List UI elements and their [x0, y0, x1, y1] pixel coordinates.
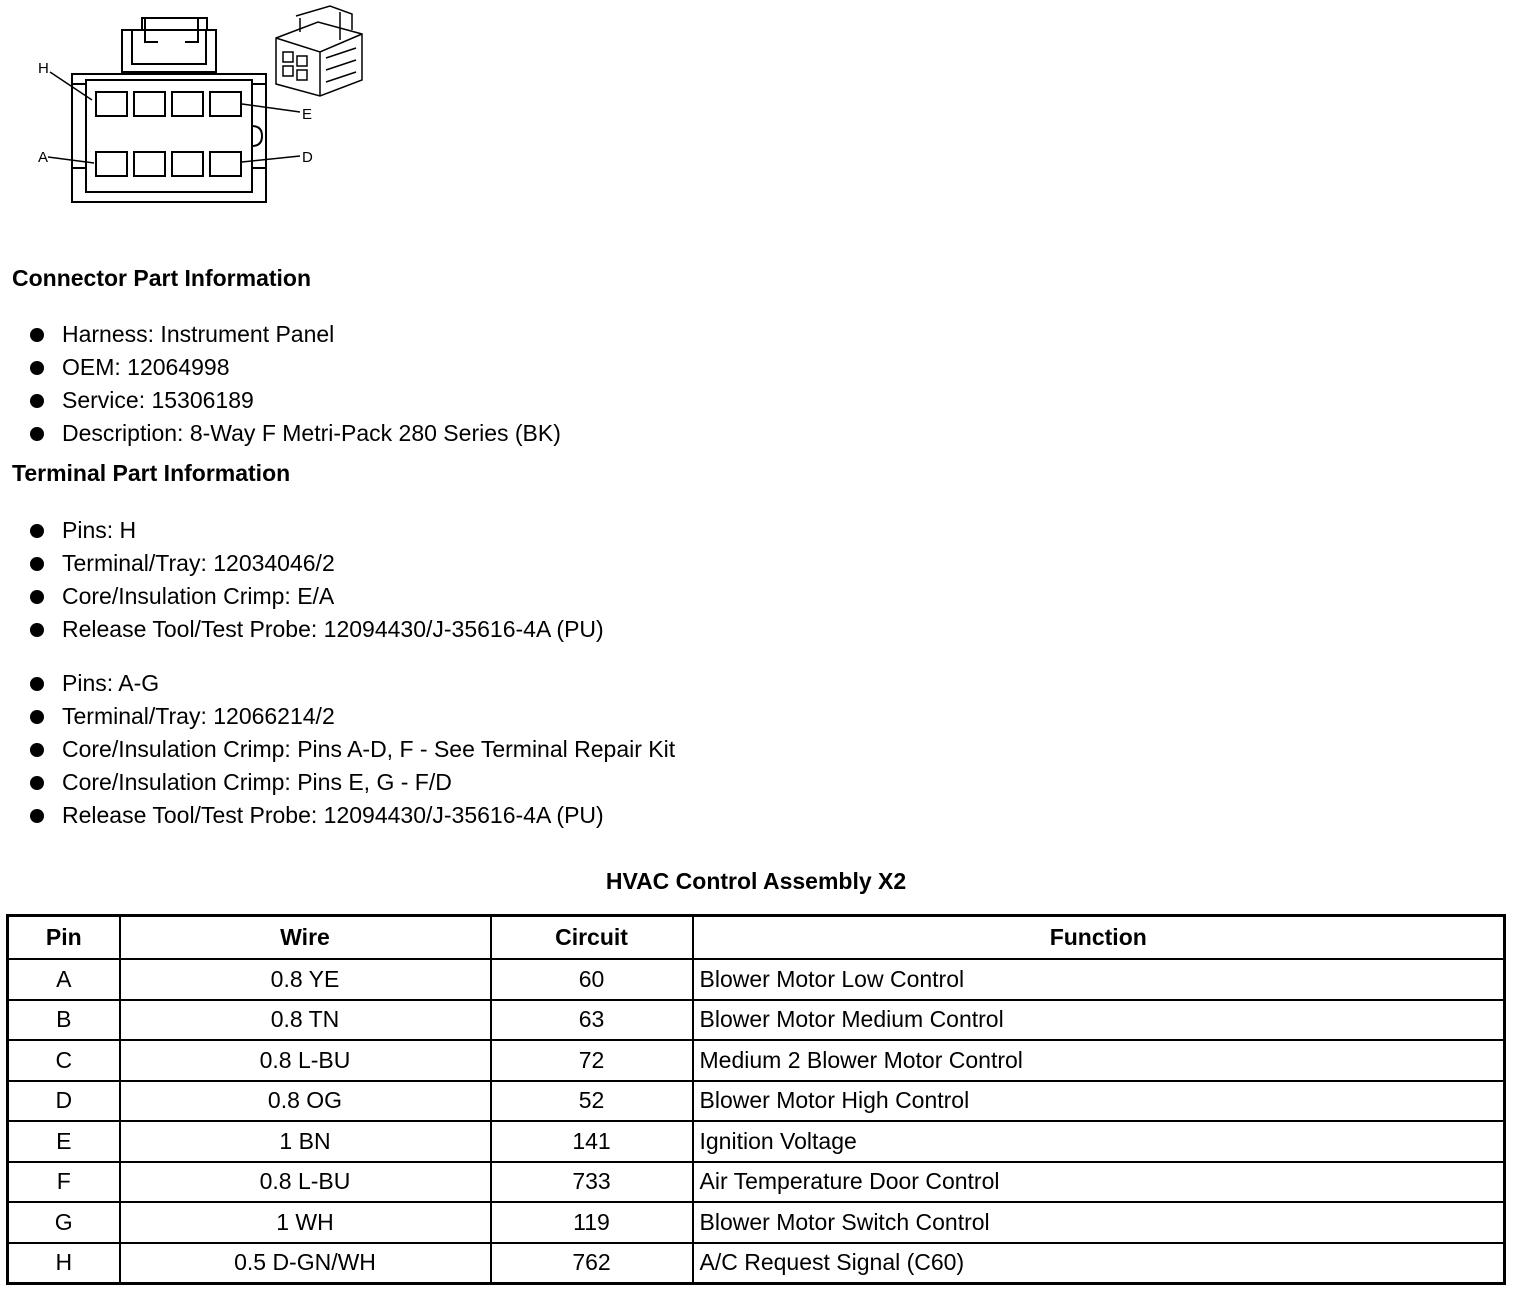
cell-wire: 1 WH — [120, 1202, 491, 1243]
header-circuit: Circuit — [491, 916, 693, 960]
table-row — [8, 959, 1505, 1000]
cell-pin: H — [8, 1243, 120, 1284]
cell-pin: B — [8, 1000, 120, 1041]
cell-pin: A — [8, 959, 120, 1000]
cell-pin: F — [8, 1162, 120, 1203]
cell-function: Blower Motor High Control — [693, 1081, 1505, 1122]
cell-circuit: 63 — [491, 1000, 693, 1041]
pinout-table — [6, 914, 1506, 1285]
list-item: Core/Insulation Crimp: Pins A-D, F - See Terminal Repair Kit — [30, 733, 675, 766]
cell-pin: C — [8, 1040, 120, 1081]
cell-circuit: 733 — [491, 1162, 693, 1203]
cell-pin: D — [8, 1081, 120, 1122]
table-row — [8, 1162, 1505, 1203]
cell-wire: 1 BN — [120, 1121, 491, 1162]
cell-wire: 0.8 TN — [120, 1000, 491, 1041]
cell-function: Ignition Voltage — [693, 1121, 1505, 1162]
terminal-group-1-list — [30, 514, 604, 646]
table-header-row — [8, 916, 1505, 960]
table-row — [8, 1121, 1505, 1162]
connector-part-info-title: Connector Part Information — [12, 265, 312, 291]
cell-function: Medium 2 Blower Motor Control — [693, 1040, 1505, 1081]
pin-label-h: H — [38, 60, 49, 77]
list-item: Core/Insulation Crimp: E/A — [30, 580, 604, 613]
cell-function: Blower Motor Switch Control — [693, 1202, 1505, 1243]
header-wire: Wire — [120, 916, 491, 960]
list-item: Terminal/Tray: 12034046/2 — [30, 547, 604, 580]
bullet-icon — [30, 427, 44, 441]
cell-wire: 0.8 OG — [120, 1081, 491, 1122]
cell-pin: G — [8, 1202, 120, 1243]
cell-wire: 0.5 D-GN/WH — [120, 1243, 491, 1284]
terminal-group-2-list — [30, 667, 675, 832]
cell-function: Blower Motor Medium Control — [693, 1000, 1505, 1041]
bullet-icon — [30, 743, 44, 757]
cell-function: Blower Motor Low Control — [693, 959, 1505, 1000]
cell-function: Air Temperature Door Control — [693, 1162, 1505, 1203]
cell-circuit: 52 — [491, 1081, 693, 1122]
cell-circuit: 119 — [491, 1202, 693, 1243]
pin-label-d: D — [302, 149, 313, 166]
cell-circuit: 141 — [491, 1121, 693, 1162]
list-item: Release Tool/Test Probe: 12094430/J-35616-4A (PU) — [30, 799, 675, 832]
table-title: HVAC Control Assembly X2 — [605, 868, 907, 894]
connector-face-diagram — [0, 0, 380, 215]
bullet-icon — [30, 328, 44, 342]
list-item: Core/Insulation Crimp: Pins E, G - F/D — [30, 766, 675, 799]
table-row — [8, 1202, 1505, 1243]
header-pin: Pin — [8, 916, 120, 960]
pin-label-a: A — [38, 149, 49, 166]
bullet-icon — [30, 623, 44, 637]
list-item: Description: 8-Way F Metri-Pack 280 Series (BK) — [30, 417, 561, 450]
table-row — [8, 1243, 1505, 1284]
cell-circuit: 60 — [491, 959, 693, 1000]
list-item: OEM: 12064998 — [30, 351, 561, 384]
bullet-icon — [30, 776, 44, 790]
cell-wire: 0.8 YE — [120, 959, 491, 1000]
cell-function: A/C Request Signal (C60) — [693, 1243, 1505, 1284]
bullet-icon — [30, 394, 44, 408]
table-row — [8, 1081, 1505, 1122]
cell-circuit: 762 — [491, 1243, 693, 1284]
list-item: Pins: A-G — [30, 667, 675, 700]
table-row — [8, 1000, 1505, 1041]
connector-isometric-icon — [276, 6, 362, 96]
bullet-icon — [30, 710, 44, 724]
bullet-icon — [30, 677, 44, 691]
bullet-icon — [30, 557, 44, 571]
bullet-icon — [30, 809, 44, 823]
cell-wire: 0.8 L-BU — [120, 1040, 491, 1081]
list-item: Harness: Instrument Panel — [30, 318, 561, 351]
list-item: Service: 15306189 — [30, 384, 561, 417]
list-item: Pins: H — [30, 514, 604, 547]
table-row — [8, 1040, 1505, 1081]
list-item: Terminal/Tray: 12066214/2 — [30, 700, 675, 733]
cell-circuit: 72 — [491, 1040, 693, 1081]
header-function: Function — [693, 916, 1505, 960]
cell-pin: E — [8, 1121, 120, 1162]
terminal-part-info-title: Terminal Part Information — [12, 460, 291, 486]
bullet-icon — [30, 590, 44, 604]
pin-label-e: E — [302, 106, 313, 123]
cell-wire: 0.8 L-BU — [120, 1162, 491, 1203]
bullet-icon — [30, 361, 44, 375]
bullet-icon — [30, 524, 44, 538]
connector-part-info-list — [30, 318, 561, 450]
list-item: Release Tool/Test Probe: 12094430/J-35616-4A (PU) — [30, 613, 604, 646]
